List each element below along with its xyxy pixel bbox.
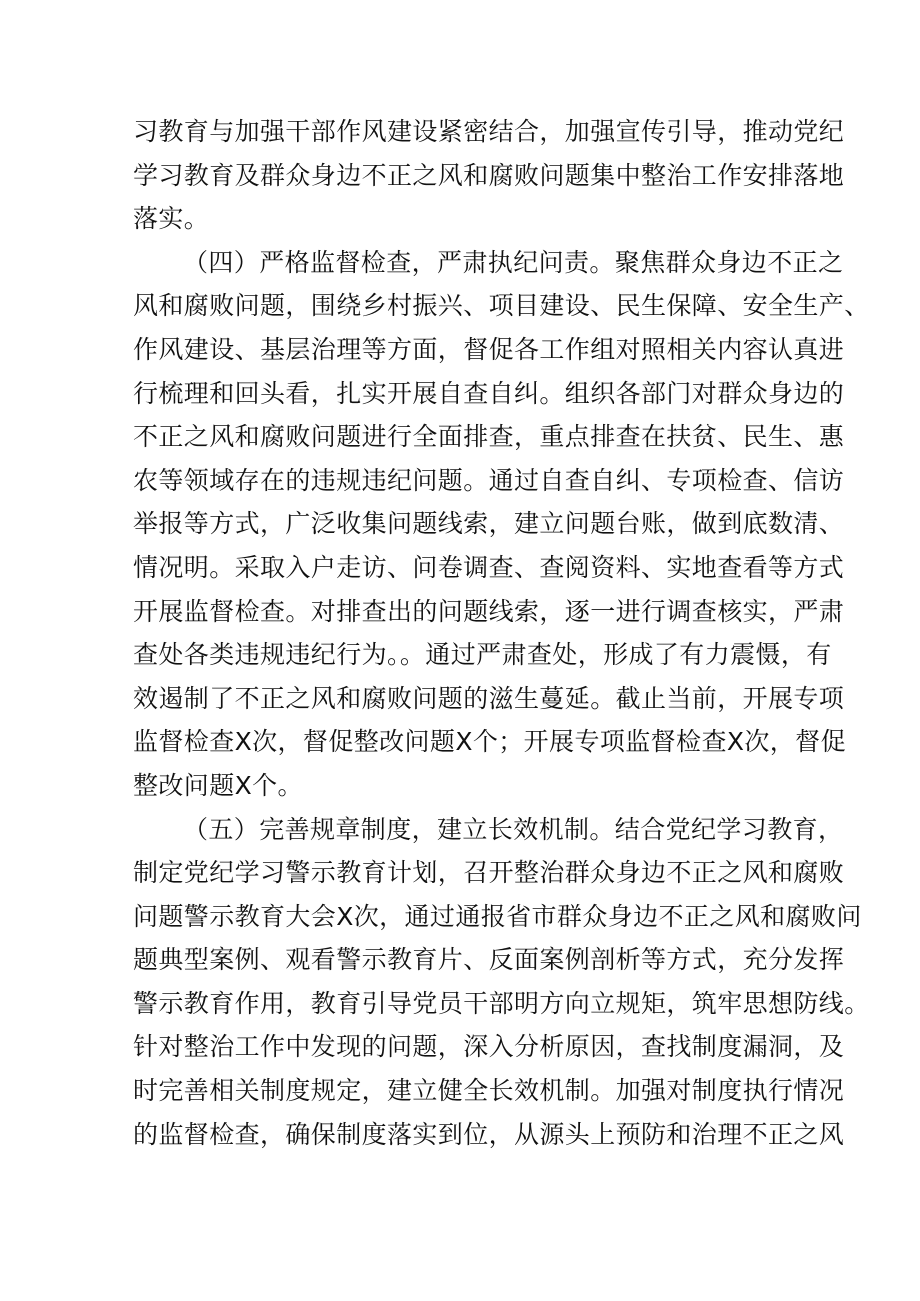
text-line: 效遏制了不正之风和腐败问题的滋生蔓延。截止当前，开展专项	[133, 683, 845, 713]
text-line: 情况明。采取入户走访、问卷调查、查阅资料、实地查看等方式	[133, 552, 845, 582]
text-line: 不正之风和腐败问题进行全面排查，重点排查在扶贫、民生、惠	[133, 422, 845, 452]
text-line: 针对整治工作中发现的问题，深入分析原因，查找制度漏洞，及	[133, 1032, 845, 1062]
text-line: 查处各类违规违纪行为。。通过严肃查处，形成了有力震慑，有	[133, 640, 832, 670]
text-line: 的监督检查，确保制度落实到位，从源头上预防和治理不正之风	[133, 1119, 845, 1149]
body-text	[133, 110, 870, 1156]
text-line: 举报等方式，广泛收集问题线索，建立问题台账，做到底数清、	[133, 509, 845, 539]
section-heading-line: （五）完善规章制度，建立长效机制。结合党纪学习教育，	[183, 814, 844, 844]
text-line: 作风建设、基层治理等方面，督促各工作组对照相关内容认真进	[133, 334, 845, 364]
section-heading-line: （四）严格监督检查，严肃执纪问责。聚焦群众身边不正之	[183, 247, 844, 277]
text-line: 制定党纪学习警示教育计划，召开整治群众身边不正之风和腐败	[133, 858, 845, 888]
text-line: 警示教育作用，教育引导党员干部明方向立规矩，筑牢思想防线。	[133, 988, 870, 1018]
text-line: 学习教育及群众身边不正之风和腐败问题集中整治工作安排落地	[133, 160, 845, 190]
text-line: 问题警示教育大会X次，通过通报省市群众身边不正之风和腐败问	[133, 901, 862, 931]
text-line: 行梳理和回头看，扎实开展自查自纠。组织各部门对群众身边的	[133, 378, 845, 408]
text-line: 农等领域存在的违规违纪问题。通过自查自纠、专项检查、信访	[133, 465, 845, 495]
text-line: 时完善相关制度规定，建立健全长效机制。加强对制度执行情况	[133, 1076, 845, 1106]
text-line: 整改问题X个。	[133, 770, 303, 800]
text-line: 落实。	[133, 204, 210, 234]
text-line: 习教育与加强干部作风建设紧密结合，加强宣传引导，推动党纪	[133, 117, 845, 146]
text-line: 开展监督检查。对排查出的问题线索，逐一进行调查核实，严肃	[133, 596, 845, 626]
text-line: 风和腐败问题，围绕乡村振兴、项目建设、民生保障、安全生产、	[133, 291, 870, 321]
text-line: 题典型案例、观看警示教育片、反面案例剖析等方式，充分发挥	[133, 945, 845, 975]
text-line: 监督检查X次，督促整改问题X个；开展专项监督检查X次，督促	[133, 727, 846, 757]
